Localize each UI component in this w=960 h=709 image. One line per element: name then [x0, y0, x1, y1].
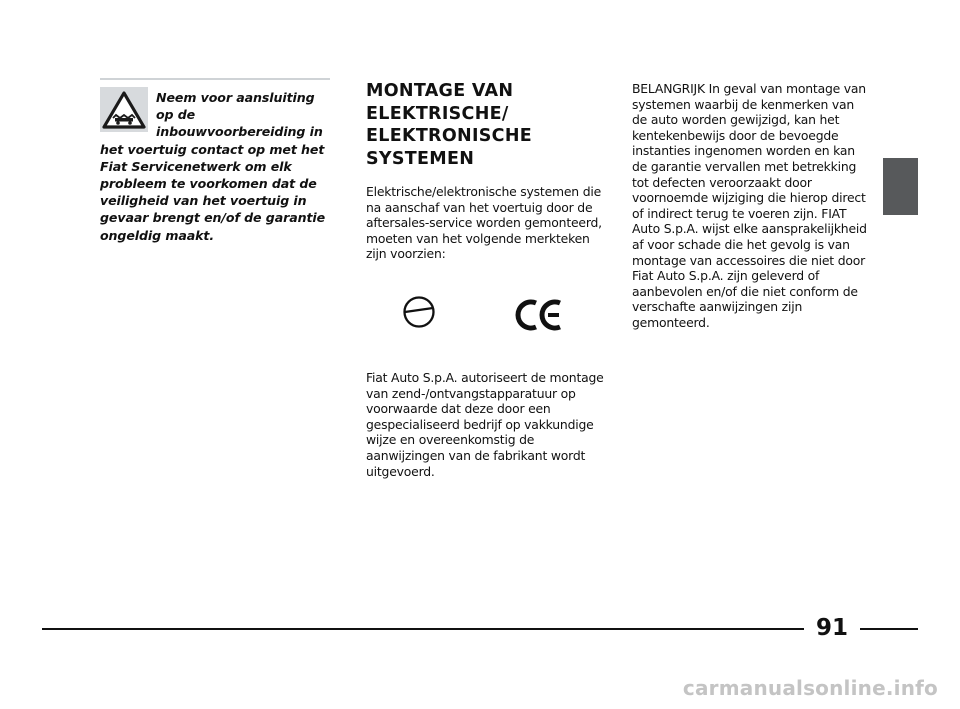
important-paragraph: BELANGRIJK In geval van montage van systemen waarbij de kenmerken van de auto worden gewijzigd, kan het kentekenbewijs door de bevoegde instanties ingenomen worden en kan de garantie vervallen met betrekking tot defecten veroorzaakt door voornoemde wijziging die hierop direct of indirect terug te voeren zijn. FIAT Auto S.p.A. wijst elke aansprakelijkheid af voor schade die het gevolg is van montage van accessoires die niet door Fiat Auto S.p.A. zijn geleverd of aanbevolen en/of die niet conform de verschafte aanwijzingen zijn gemonteerd.	[632, 81, 867, 330]
intro-paragraph: Elektrische/elektronische systemen die na aanschaf van het voertuig door de aftersales-service worden gemonteerd, moeten van het volgende merkteken zijn voorzien:	[366, 184, 602, 262]
e-mark-icon	[402, 295, 436, 329]
approval-symbols	[366, 262, 604, 370]
icon-spacer	[100, 89, 156, 139]
page-number: 91	[815, 615, 848, 641]
warning-top-rule	[100, 78, 330, 80]
ce-mark-icon	[514, 297, 566, 333]
footer-rule-left	[42, 628, 804, 630]
warning-note	[100, 89, 332, 244]
watermark: carmanualsonline.info	[682, 676, 938, 700]
footer-rule-right	[860, 628, 918, 630]
section-tab-marker	[883, 158, 918, 215]
authorization-paragraph: Fiat Auto S.p.A. autoriseert de montage van zend-/ontvangstapparatuur op voorwaarde dat deze door een gespecialiseerd bedrijf op vakkundige wijze en overeenkomstig de aanwijzingen van de fabrikant wordt uitgevoerd.	[366, 369, 604, 479]
section-heading: MONTAGE VAN ELEKTRISCHE/ ELEKTRONISCHE SYSTEMEN	[366, 81, 533, 169]
warning-text: Neem voor aansluiting op de inbouwvoorbereiding in het voertuig contact op met het Fiat Servicenetwerk om elk probleem te voorkomen dat de veiligheid van het voertuig in gevaar brengt en/of de garantie ongeldig maakt.	[100, 90, 326, 243]
main-column	[366, 80, 604, 479]
important-column	[632, 81, 868, 331]
